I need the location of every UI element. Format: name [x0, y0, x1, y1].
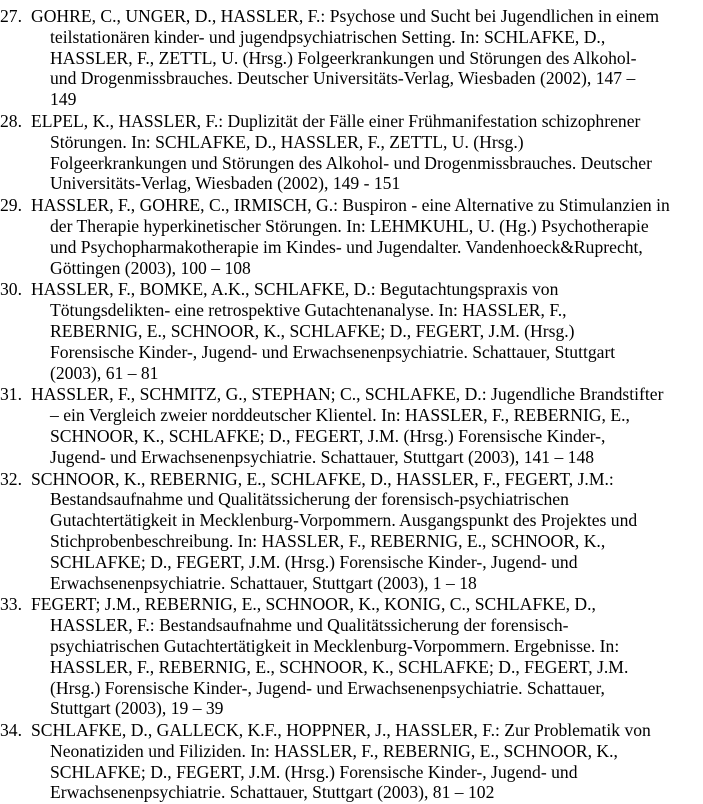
reference-line: Göttingen (2003), 100 – 108	[50, 257, 251, 278]
reference-line: teilstationären kinder- und jugendpsychiatrischen Setting. In: SCHLAFKE, D.,	[50, 26, 606, 47]
reference-item-33	[0, 594, 703, 719]
reference-line: Jugend- und Erwachsenenpsychiatrie. Schattauer, Stuttgart (2003), 141 – 148	[50, 446, 595, 467]
reference-line: HASSLER, F., REBERNIG, E., SCHNOOR, K., SCHLAFKE; D., FEGERT, J.M.	[50, 656, 629, 677]
reference-line: und Drogenmissbrauches. Deutscher Universitäts-Verlag, Wiesbaden (2002), 147 –	[50, 68, 636, 89]
reference-line: ELPEL, K., HASSLER, F.: Duplizität der Fälle einer Frühmanifestation schizophrener	[31, 110, 641, 131]
reference-line: Stichprobenbeschreibung. In: HASSLER, F., REBERNIG, E., SCHNOOR, K.,	[50, 530, 606, 551]
reference-line: Erwachsenenpsychiatrie. Schattauer, Stuttgart (2003), 81 – 102	[50, 782, 495, 803]
reference-line: Stuttgart (2003), 19 – 39	[50, 698, 224, 719]
reference-line: HASSLER, F., ZETTL, U. (Hrsg.) Folgeerkrankungen und Störungen des Alkohol-	[50, 47, 637, 68]
reference-line: Störungen. In: SCHLAFKE, D., HASSLER, F., ZETTL, U. (Hrsg.)	[50, 131, 524, 152]
reference-number: 28.	[0, 110, 22, 131]
reference-line: SCHLAFKE; D., FEGERT, J.M. (Hrsg.) Forensische Kinder-, Jugend- und	[50, 761, 578, 782]
reference-line: Forensische Kinder-, Jugend- und Erwachsenenpsychiatrie. Schattauer, Stuttgart	[50, 341, 616, 362]
reference-line: FEGERT; J.M., REBERNIG, E., SCHNOOR, K., KONIG, C., SCHLAFKE, D.,	[31, 594, 596, 615]
reference-item-31	[0, 384, 703, 467]
reference-line: SCHNOOR, K., REBERNIG, E., SCHLAFKE, D., HASSLER, F., FEGERT, J.M.:	[31, 468, 614, 489]
reference-line: HASSLER, F., GOHRE, C., IRMISCH, G.: Buspiron - eine Alternative zu Stimulanzien in	[31, 195, 670, 216]
reference-number: 31.	[0, 384, 22, 405]
reference-line: psychiatrischen Gutachtertätigkeit in Mecklenburg-Vorpommern. Ergebnisse. In:	[50, 635, 620, 656]
reference-line: der Therapie hyperkinetischer Störungen. In: LEHMKUHL, U. (Hg.) Psychotherapie	[50, 215, 649, 236]
reference-item-32	[0, 469, 703, 594]
reference-line: – ein Vergleich zweier norddeutscher Klientel. In: HASSLER, F., REBERNIG, E.,	[50, 405, 630, 426]
reference-item-29	[0, 195, 703, 278]
reference-line: SCHNOOR, K., SCHLAFKE; D., FEGERT, J.M. (Hrsg.) Forensische Kinder-,	[50, 425, 606, 446]
reference-item-28	[0, 111, 703, 194]
reference-line: HASSLER, F., SCHMITZ, G., STEPHAN; C., SCHLAFKE, D.: Jugendliche Brandstifter	[31, 384, 664, 405]
reference-line: HASSLER, F.: Bestandsaufnahme und Qualitätssicherung der forensisch-	[50, 615, 569, 636]
reference-item-27	[0, 6, 703, 110]
reference-line: HASSLER, F., BOMKE, A.K., SCHLAFKE, D.: Begutachtungspraxis von	[31, 279, 559, 300]
reference-number: 34.	[0, 720, 22, 741]
reference-line: Erwachsenenpsychiatrie. Schattauer, Stuttgart (2003), 1 – 18	[50, 572, 477, 593]
reference-line: und Psychopharmakotherapie im Kindes- und Jugendalter. Vandenhoeck&Ruprecht,	[50, 236, 643, 257]
reference-line: 149	[50, 89, 77, 110]
reference-number: 29.	[0, 195, 22, 216]
reference-number: 30.	[0, 279, 22, 300]
reference-line: SCHLAFKE, D., GALLECK, K.F., HOPPNER, J., HASSLER, F.: Zur Problematik von	[31, 720, 651, 741]
reference-line: Gutachtertätigkeit in Mecklenburg-Vorpommern. Ausgangspunkt des Projektes und	[50, 510, 638, 531]
reference-line: (Hrsg.) Forensische Kinder-, Jugend- und Erwachsenenpsychiatrie. Schattauer,	[50, 677, 605, 698]
reference-line: GOHRE, C., UNGER, D., HASSLER, F.: Psychose und Sucht bei Jugendlichen in einem	[31, 6, 660, 26]
reference-line: (2003), 61 – 81	[50, 362, 159, 383]
reference-line: Neonatiziden und Filiziden. In: HASSLER, F., REBERNIG, E., SCHNOOR, K.,	[50, 740, 618, 761]
reference-number: 33.	[0, 594, 22, 615]
reference-number: 32.	[0, 468, 22, 489]
reference-number: 27.	[0, 6, 22, 26]
reference-list	[0, 6, 703, 804]
reference-line: Bestandsaufnahme und Qualitätssicherung der forensisch-psychiatrischen	[50, 489, 569, 510]
reference-line: REBERNIG, E., SCHNOOR, K., SCHLAFKE; D., FEGERT, J.M. (Hrsg.)	[50, 320, 575, 341]
reference-line: Tötungsdelikten- eine retrospektive Gutachtenanalyse. In: HASSLER, F.,	[50, 300, 567, 321]
reference-line: SCHLAFKE; D., FEGERT, J.M. (Hrsg.) Forensische Kinder-, Jugend- und	[50, 551, 578, 572]
reference-line: Folgeerkrankungen und Störungen des Alkohol- und Drogenmissbrauches. Deutscher	[50, 152, 652, 173]
reference-line: Universitäts-Verlag, Wiesbaden (2002), 149 - 151	[50, 173, 401, 194]
reference-item-30	[0, 279, 703, 383]
reference-item-34	[0, 720, 703, 803]
